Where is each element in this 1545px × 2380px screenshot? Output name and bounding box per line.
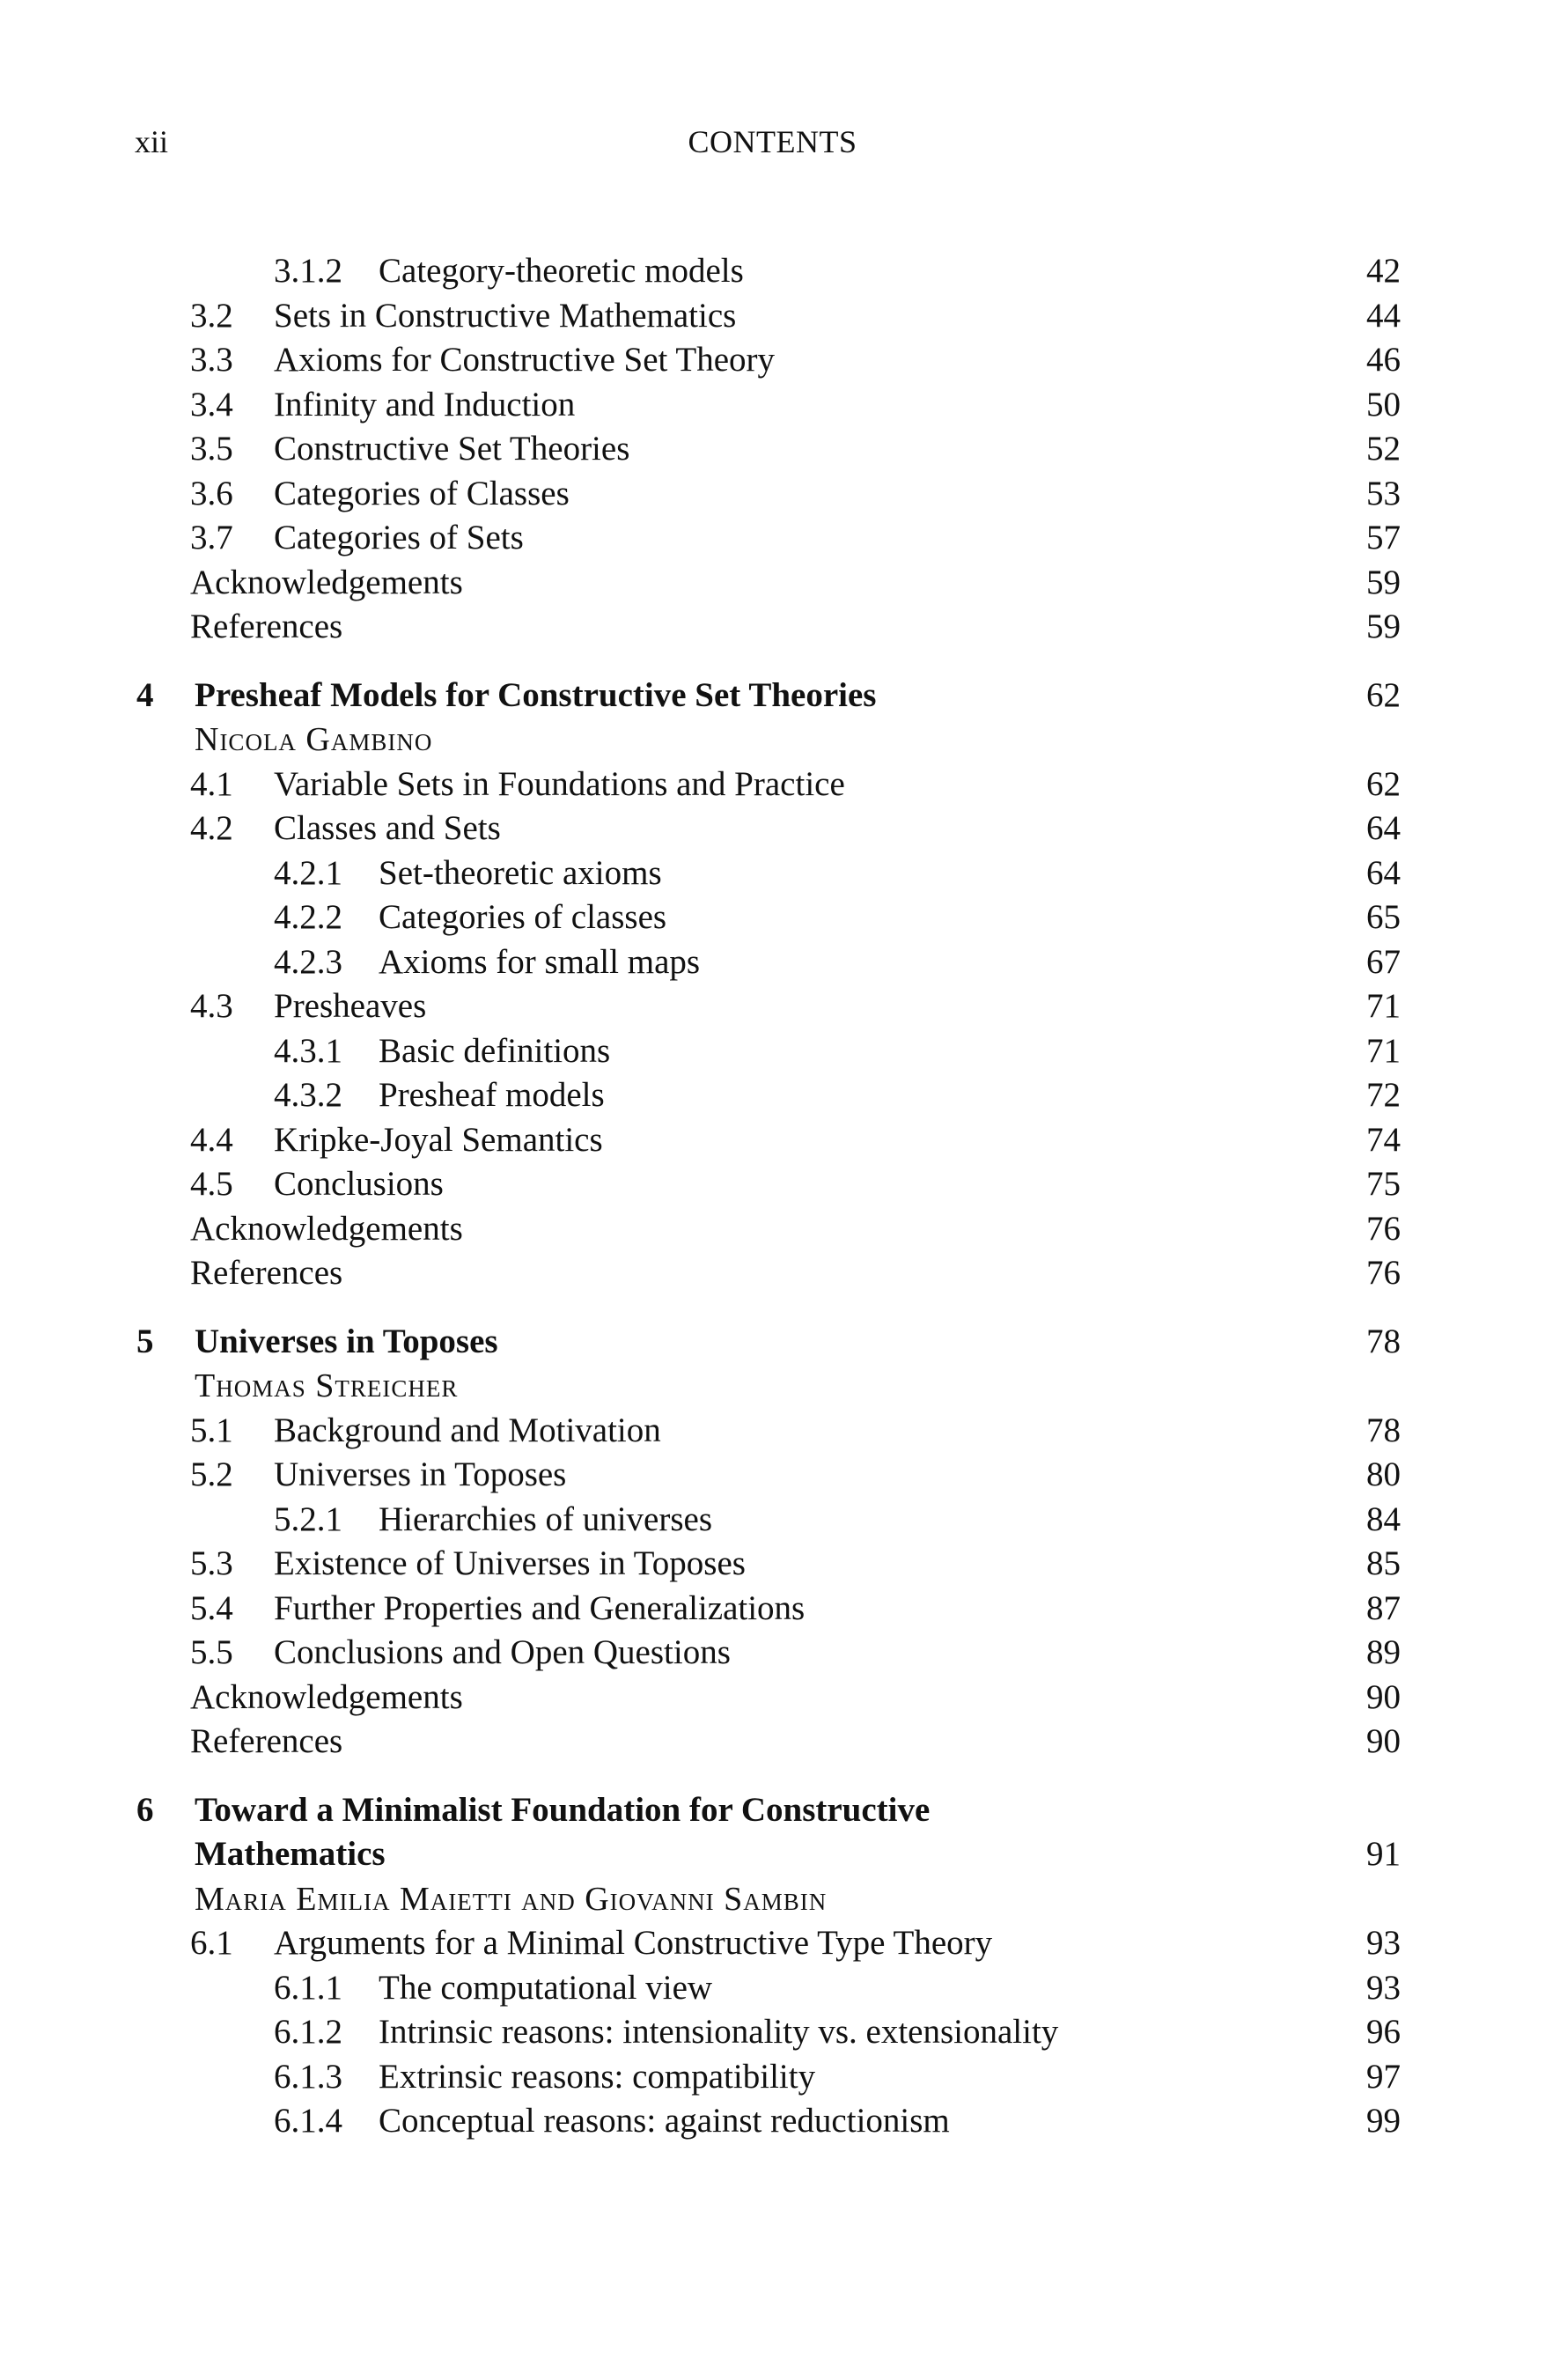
toc-entry[interactable]: [0, 851, 1545, 896]
entry-number: 3.3: [190, 341, 233, 379]
entry-page-number: 75: [1366, 1165, 1401, 1203]
toc-chapter-entry[interactable]: [0, 1320, 1545, 1365]
entry-number: 4.2.2: [274, 898, 342, 936]
entry-page-number: 62: [1366, 764, 1401, 803]
entry-page-number: 59: [1366, 563, 1401, 601]
entry-title: Extrinsic reasons: compatibility: [379, 2057, 816, 2096]
entry-title: Conceptual reasons: against reductionism: [379, 2102, 950, 2140]
entry-page-number: 71: [1366, 1031, 1401, 1070]
entry-number: 5.4: [190, 1588, 233, 1627]
chapter-author: [0, 1877, 1545, 1922]
entry-page-number: 80: [1366, 1455, 1401, 1493]
entry-page-number: 90: [1366, 1677, 1401, 1716]
entry-page-number: 44: [1366, 296, 1401, 335]
entry-number: 4.3: [190, 987, 233, 1025]
toc-entry[interactable]: [0, 1207, 1545, 1252]
entry-number: 4.3.1: [274, 1031, 342, 1070]
toc-entry[interactable]: [0, 605, 1545, 650]
entry-title: References: [190, 1722, 343, 1760]
entry-number: 5.2.1: [274, 1499, 342, 1538]
entry-page-number: 42: [1366, 252, 1401, 290]
entry-title: Kripke-Joyal Semantics: [274, 1120, 603, 1159]
toc-chapter-entry[interactable]: [0, 674, 1545, 718]
entry-number: 6.1.1: [274, 1968, 342, 2007]
entry-title: The computational view: [379, 1968, 713, 2007]
running-title: CONTENTS: [688, 124, 857, 159]
entry-title: Background and Motivation: [274, 1411, 661, 1449]
entry-page-number: 64: [1366, 853, 1401, 892]
entry-page-number: 99: [1366, 2102, 1401, 2140]
chapter-author: [0, 1364, 1545, 1409]
entry-number: 5.2: [190, 1455, 233, 1493]
toc-entry[interactable]: [0, 1118, 1545, 1163]
toc-entry[interactable]: [0, 383, 1545, 428]
entry-title: Conclusions and Open Questions: [274, 1633, 731, 1671]
toc-entry[interactable]: [0, 1921, 1545, 1966]
entry-page-number: 50: [1366, 385, 1401, 424]
toc-entry[interactable]: [0, 249, 1545, 294]
entry-title: Conclusions: [274, 1165, 444, 1203]
author-name: Thomas Streicher: [195, 1367, 459, 1404]
toc-entry[interactable]: [0, 895, 1545, 940]
entry-number: 4.3.2: [274, 1076, 342, 1114]
entry-title: Toward a Minimalist Foundation for Constructive: [195, 1790, 931, 1829]
toc-entry[interactable]: [0, 338, 1545, 383]
entry-number: 3.6: [190, 474, 233, 512]
toc-entry[interactable]: [0, 807, 1545, 851]
entry-number: 4.2.1: [274, 853, 342, 892]
toc-chapter-entry[interactable]: [0, 1832, 1545, 1877]
entry-title: Presheaf models: [379, 1076, 605, 1114]
entry-title: Categories of Sets: [274, 519, 524, 556]
entry-number: 5: [136, 1322, 154, 1360]
entry-number: 3.5: [190, 430, 233, 468]
entry-title: Acknowledgements: [190, 1677, 463, 1716]
toc-entry[interactable]: [0, 2099, 1545, 2144]
entry-page-number: 76: [1366, 1254, 1401, 1292]
entry-number: 3.7: [190, 519, 233, 556]
entry-title: Further Properties and Generalizations: [274, 1588, 806, 1627]
chapter-author: [0, 718, 1545, 763]
entry-page-number: 93: [1366, 1924, 1401, 1962]
entry-title: Sets in Constructive Mathematics: [274, 296, 737, 335]
entry-title: Universes in Toposes: [195, 1322, 498, 1360]
toc-entry[interactable]: [0, 516, 1545, 561]
toc-entry[interactable]: [0, 1073, 1545, 1118]
toc-entry[interactable]: [0, 1453, 1545, 1498]
entry-title: Constructive Set Theories: [274, 430, 630, 468]
entry-page-number: 65: [1366, 898, 1401, 936]
entry-title: Hierarchies of universes: [379, 1499, 713, 1538]
entry-title: Categories of Classes: [274, 474, 570, 512]
entry-number: 5.1: [190, 1411, 233, 1449]
entry-page-number: 84: [1366, 1499, 1401, 1538]
entry-title: Classes and Sets: [274, 809, 501, 847]
entry-page-number: 89: [1366, 1633, 1401, 1671]
author-name: Maria Emilia Maietti and Giovanni Sambin: [195, 1880, 828, 1918]
table-of-contents: [0, 249, 1545, 2144]
entry-title: References: [190, 1254, 343, 1292]
toc-entry[interactable]: [0, 561, 1545, 606]
entry-title: Acknowledgements: [190, 563, 463, 601]
entry-number: 6.1.4: [274, 2102, 342, 2140]
entry-title: Infinity and Induction: [274, 385, 576, 424]
toc-entry[interactable]: [0, 1587, 1545, 1632]
entry-number: 6.1: [190, 1924, 233, 1962]
entry-title: Basic definitions: [379, 1031, 611, 1070]
toc-entry[interactable]: [0, 472, 1545, 517]
toc-entry[interactable]: [0, 1631, 1545, 1676]
entry-number: 4.5: [190, 1165, 233, 1203]
entry-title: Acknowledgements: [190, 1209, 463, 1248]
entry-number: 4.2: [190, 809, 233, 847]
entry-title: Existence of Universes in Toposes: [274, 1544, 746, 1582]
toc-entry[interactable]: [0, 1251, 1545, 1296]
entry-title: Category-theoretic models: [379, 252, 744, 290]
entry-page-number: 78: [1366, 1322, 1401, 1360]
entry-page-number: 59: [1366, 608, 1401, 645]
entry-page-number: 85: [1366, 1544, 1401, 1582]
entry-page-number: 90: [1366, 1722, 1401, 1760]
entry-page-number: 87: [1366, 1588, 1401, 1627]
entry-number: 4: [136, 675, 154, 714]
entry-page-number: 46: [1366, 341, 1401, 379]
toc-entry[interactable]: [0, 2055, 1545, 2100]
entry-page-number: 76: [1366, 1209, 1401, 1248]
entry-title: Axioms for Constructive Set Theory: [274, 341, 776, 379]
toc-entry[interactable]: [0, 427, 1545, 472]
entry-number: 4.4: [190, 1120, 233, 1159]
entry-page-number: 53: [1366, 474, 1401, 512]
entry-title: Set-theoretic axioms: [379, 853, 662, 892]
toc-entry[interactable]: [0, 2010, 1545, 2055]
entry-number: 4.1: [190, 764, 233, 803]
entry-title: Presheaves: [274, 987, 427, 1025]
toc-entry[interactable]: [0, 1542, 1545, 1587]
running-head: [0, 123, 1545, 167]
entry-page-number: 93: [1366, 1968, 1401, 2007]
entry-page-number: 74: [1366, 1120, 1401, 1159]
entry-page-number: 78: [1366, 1411, 1401, 1449]
entry-page-number: 67: [1366, 942, 1401, 981]
entry-title: References: [190, 608, 343, 645]
entry-title: Intrinsic reasons: intensionality vs. extensionality: [379, 2013, 1059, 2051]
entry-number: 5.5: [190, 1633, 233, 1671]
entry-page-number: 52: [1366, 430, 1401, 468]
entry-number: 6.1.3: [274, 2057, 342, 2096]
toc-entry[interactable]: [0, 984, 1545, 1029]
toc-entry[interactable]: [0, 763, 1545, 807]
toc-entry[interactable]: [0, 940, 1545, 985]
entry-title: Axioms for small maps: [379, 942, 701, 981]
entry-title: Mathematics: [195, 1835, 386, 1873]
entry-page-number: 72: [1366, 1076, 1401, 1114]
toc-entry[interactable]: [0, 1676, 1545, 1721]
entry-number: 6.1.2: [274, 2013, 342, 2051]
author-name: Nicola Gambino: [195, 721, 433, 758]
toc-entry[interactable]: [0, 1029, 1545, 1074]
toc-entry[interactable]: [0, 1162, 1545, 1207]
entry-number: 6: [136, 1790, 154, 1829]
toc-entry[interactable]: [0, 1498, 1545, 1543]
entry-page-number: 57: [1366, 519, 1401, 556]
entry-page-number: 97: [1366, 2057, 1401, 2096]
entry-number: 3.4: [190, 385, 233, 424]
entry-number: 4.2.3: [274, 942, 342, 981]
entry-title: Presheaf Models for Constructive Set Theories: [195, 675, 877, 714]
toc-entry[interactable]: [0, 1720, 1545, 1765]
toc-entry[interactable]: [0, 294, 1545, 339]
toc-chapter-entry[interactable]: [0, 1788, 1545, 1833]
entry-page-number: 62: [1366, 675, 1401, 714]
entry-page-number: 64: [1366, 809, 1401, 847]
page-number: xii: [135, 124, 169, 159]
toc-entry[interactable]: [0, 1966, 1545, 2011]
entry-title: Universes in Toposes: [274, 1455, 567, 1493]
entry-page-number: 91: [1366, 1835, 1401, 1873]
entry-number: 3.1.2: [274, 252, 342, 290]
entry-number: 3.2: [190, 296, 233, 335]
entry-number: 5.3: [190, 1544, 233, 1582]
entry-title: Categories of classes: [379, 898, 667, 936]
toc-entry[interactable]: [0, 1409, 1545, 1454]
entry-title: Arguments for a Minimal Constructive Type Theory: [274, 1924, 993, 1962]
entry-page-number: 96: [1366, 2013, 1401, 2051]
entry-page-number: 71: [1366, 987, 1401, 1025]
entry-title: Variable Sets in Foundations and Practice: [274, 764, 845, 803]
